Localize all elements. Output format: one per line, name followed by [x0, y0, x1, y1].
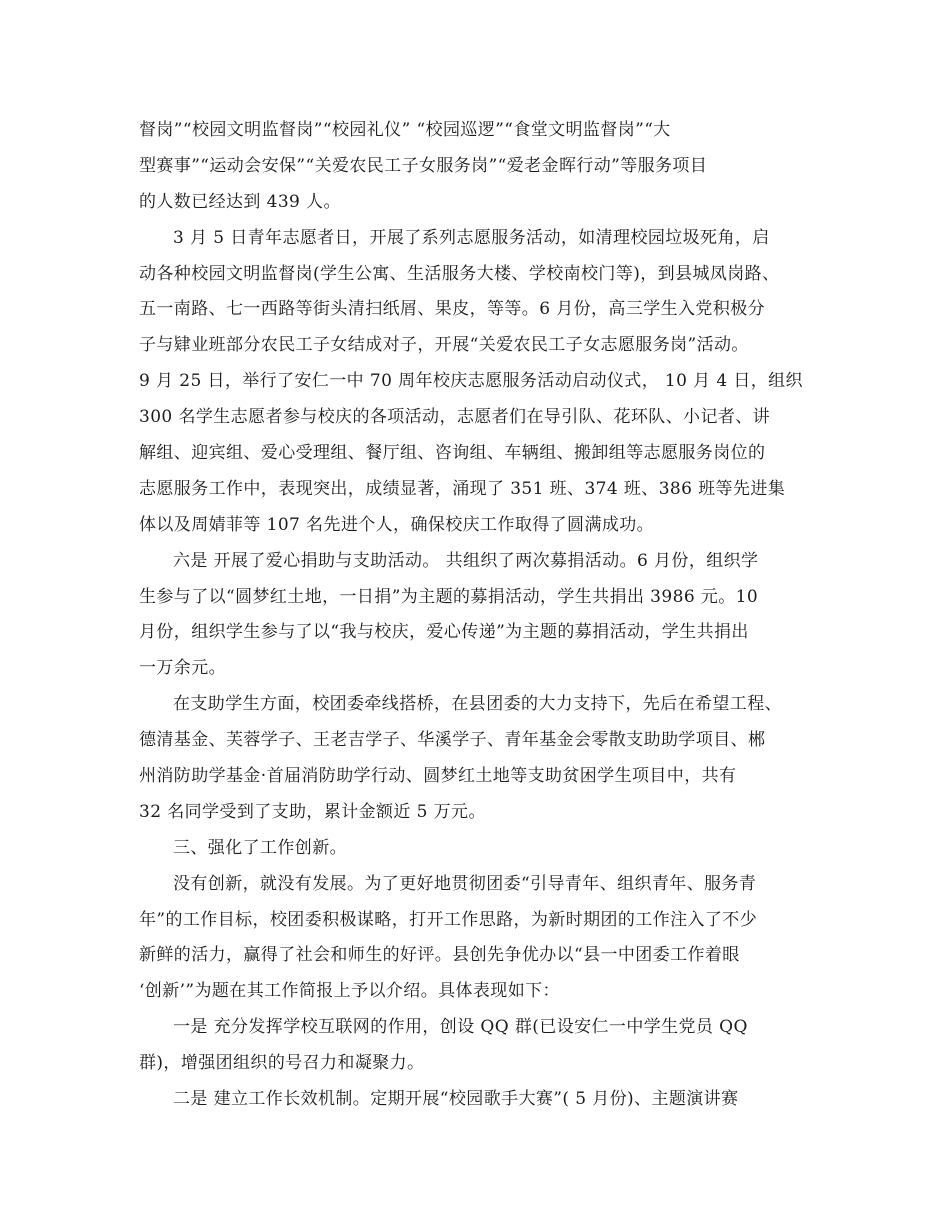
- text-line: 一是 充分发挥学校互联网的作用，创设 QQ 群(已设安仁一中学生党员 QQ: [173, 1017, 748, 1038]
- text-line: 9 月 25 日，举行了安仁一中 70 周年校庆志愿服务活动启动仪式， 10 月 4 日，组织: [139, 371, 803, 392]
- document-page: [139, 113, 815, 1118]
- text-line: 体以及周婧菲等 107 名先进个人，确保校庆工作取得了圆满成功。: [139, 514, 655, 535]
- text-line: 3 月 5 日青年志愿者日，开展了系列志愿服务活动，如清理校园垃圾死角，启: [173, 227, 770, 248]
- text-line: 年”的工作目标，校团委积极谋略，打开工作思路，为新时期团的工作注入了不少: [139, 909, 758, 930]
- text-line: 志愿服务工作中，表现突出，成绩显著，涌现了 351 班、374 班、386 班等先进集: [139, 478, 786, 499]
- text-line: 新鲜的活力，赢得了社会和师生的好评。县创先争优办以“县一中团委工作着眼: [139, 945, 740, 966]
- text-line: 解组、迎宾组、爱心受理组、餐厅组、咨询组、车辆组、搬卸组等志愿服务岗位的: [139, 443, 766, 464]
- text-line: 一万余元。: [139, 658, 226, 679]
- text-line: 32 名同学受到了支助，累计金额近 5 万元。: [139, 801, 486, 822]
- text-line: 子与肄业班部分农民工子女结成对子，开展“关爱农民工子女志愿服务岗”活动。: [139, 335, 749, 356]
- text-line: 督岗”“校园文明监督岗”“校园礼仪” “校园巡逻”“食堂文明监督岗”“大: [139, 120, 671, 140]
- text-line: 300 名学生志愿者参与校庆的各项活动，志愿者们在导引队、花环队、小记者、讲: [139, 407, 771, 428]
- text-line: 五一南路、七一西路等街头清扫纸屑、果皮，等等。6 月份，高三学生入党积极分: [139, 299, 766, 320]
- text-line: 三、强化了工作创新。: [173, 837, 347, 858]
- text-line: 二是 建立工作长效机制。定期开展“校园歌手大赛”( 5 月份)、主题演讲赛: [173, 1089, 739, 1110]
- text-line: ‘创新’”为题在其工作简报上予以介绍。具体表现如下：: [139, 981, 560, 1002]
- text-line: 德清基金、芙蓉学子、王老吉学子、华溪学子、青年基金会零散支助助学项目、郴: [139, 730, 766, 751]
- text-line: 月份，组织学生参与了以“我与校庆，爱心传递”为主题的募捐活动，学生共捐出: [139, 622, 749, 643]
- text-line: 在支助学生方面，校团委牵线搭桥，在县团委的大力支持下，先后在希望工程、: [173, 694, 782, 715]
- text-line: 生参与了以“圆梦红土地，一日捐”为主题的募捐活动，学生共捐出 3986 元。10: [139, 586, 759, 607]
- text-line: 型赛事”“运动会安保”“关爱农民工子女服务岗”“爱老金晖行动”等服务项目: [139, 155, 708, 176]
- text-line: 州消防助学基金·首届消防助学行动、圆梦红土地等支助贫困学生项目中，共有: [139, 766, 737, 787]
- text-line: 群)，增强团组织的号召力和凝聚力。: [139, 1053, 425, 1074]
- text-line: 的人数已经达到 439 人。: [139, 191, 341, 212]
- text-line: 没有创新，就没有发展。为了更好地贯彻团委“引导青年、组织青年、服务青: [173, 873, 757, 894]
- text-line: 动各种校园文明监督岗(学生公寓、生活服务大楼、学校南校门等)，到县城凤岗路、: [139, 263, 780, 284]
- text-line: 六是 开展了爱心捐助与支助活动。 共组织了两次募捐活动。6 月份，组织学: [173, 550, 759, 571]
